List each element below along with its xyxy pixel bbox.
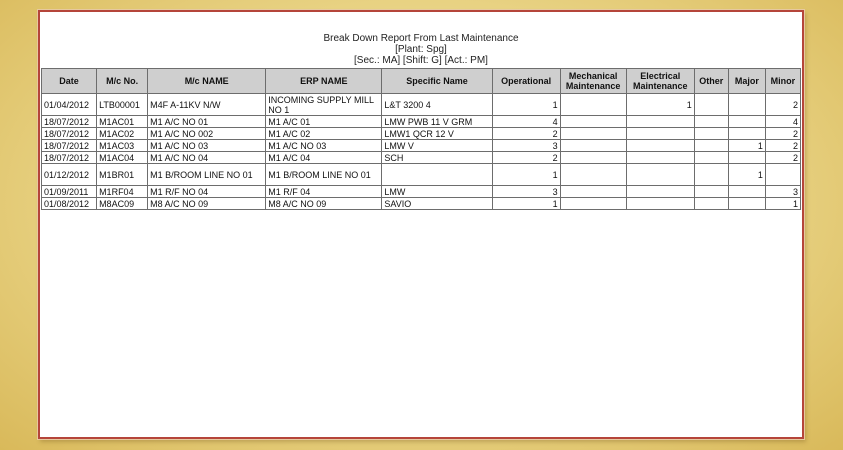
cell-operational: 3 — [492, 140, 560, 152]
cell-date: 18/07/2012 — [42, 140, 97, 152]
cell-mechanical — [560, 128, 626, 140]
cell-date: 18/07/2012 — [42, 152, 97, 164]
cell-major — [728, 198, 765, 210]
cell-erp-name: M1 A/C 01 — [266, 116, 382, 128]
table-row — [42, 164, 801, 186]
cell-operational: 1 — [492, 164, 560, 186]
cell-erp-name: INCOMING SUPPLY MILL NO 1 — [266, 94, 382, 116]
cell-mechanical — [560, 164, 626, 186]
cell-mc-name: M1 A/C NO 002 — [148, 128, 266, 140]
cell-electrical — [626, 164, 694, 186]
report-frame — [38, 10, 804, 439]
table-row — [42, 128, 801, 140]
cell-electrical — [626, 140, 694, 152]
cell-electrical — [626, 198, 694, 210]
cell-mc-no: M1BR01 — [97, 164, 148, 186]
cell-major: 1 — [728, 164, 765, 186]
cell-mc-no: M1RF04 — [97, 186, 148, 198]
breakdown-table — [41, 68, 801, 210]
cell-erp-name: M1 A/C 02 — [266, 128, 382, 140]
column-header-mechanical[interactable]: Mechanical Maintenance — [560, 69, 626, 94]
cell-operational: 3 — [492, 186, 560, 198]
cell-mc-name: M1 B/ROOM LINE NO 01 — [148, 164, 266, 186]
table-row — [42, 140, 801, 152]
cell-specific-name: LMW V — [382, 140, 492, 152]
cell-major — [728, 116, 765, 128]
cell-minor: 1 — [765, 198, 800, 210]
cell-mc-name: M4F A-11KV N/W — [148, 94, 266, 116]
cell-specific-name: LMW — [382, 186, 492, 198]
table-header-row — [42, 69, 801, 94]
cell-specific-name: SAVIO — [382, 198, 492, 210]
report-header — [40, 33, 802, 66]
cell-major — [728, 152, 765, 164]
column-header-mc-no[interactable]: M/c No. — [97, 69, 148, 94]
cell-other — [694, 140, 728, 152]
column-header-minor[interactable]: Minor — [765, 69, 800, 94]
cell-mechanical — [560, 140, 626, 152]
column-header-electrical[interactable]: Electrical Maintenance — [626, 69, 694, 94]
cell-minor: 2 — [765, 152, 800, 164]
cell-date: 01/08/2012 — [42, 198, 97, 210]
column-header-date[interactable]: Date — [42, 69, 97, 94]
cell-mc-name: M8 A/C NO 09 — [148, 198, 266, 210]
column-header-operational[interactable]: Operational — [492, 69, 560, 94]
report-filters: [Sec.: MA] [Shift: G] [Act.: PM] — [354, 55, 488, 66]
table-row — [42, 152, 801, 164]
cell-mc-name: M1 A/C NO 03 — [148, 140, 266, 152]
cell-mechanical — [560, 186, 626, 198]
cell-other — [694, 198, 728, 210]
cell-electrical — [626, 152, 694, 164]
cell-minor: 2 — [765, 94, 800, 116]
cell-mc-no: LTB00001 — [97, 94, 148, 116]
cell-mechanical — [560, 116, 626, 128]
cell-minor: 2 — [765, 140, 800, 152]
cell-erp-name: M1 A/C NO 03 — [266, 140, 382, 152]
cell-specific-name: SCH — [382, 152, 492, 164]
cell-date: 18/07/2012 — [42, 116, 97, 128]
table-row — [42, 198, 801, 210]
cell-mc-name: M1 A/C NO 04 — [148, 152, 266, 164]
table-row — [42, 94, 801, 116]
cell-date: 18/07/2012 — [42, 128, 97, 140]
cell-mc-no: M1AC04 — [97, 152, 148, 164]
cell-mechanical — [560, 198, 626, 210]
column-header-major[interactable]: Major — [728, 69, 765, 94]
cell-specific-name: LMW1 QCR 12 V — [382, 128, 492, 140]
table-row — [42, 116, 801, 128]
cell-minor: 2 — [765, 128, 800, 140]
cell-specific-name — [382, 164, 492, 186]
cell-mechanical — [560, 94, 626, 116]
cell-electrical — [626, 186, 694, 198]
cell-erp-name: M1 B/ROOM LINE NO 01 — [266, 164, 382, 186]
cell-mc-no: M8AC09 — [97, 198, 148, 210]
cell-mc-no: M1AC03 — [97, 140, 148, 152]
cell-electrical — [626, 116, 694, 128]
cell-minor: 4 — [765, 116, 800, 128]
cell-electrical: 1 — [626, 94, 694, 116]
cell-operational: 2 — [492, 128, 560, 140]
cell-other — [694, 128, 728, 140]
cell-erp-name: M1 R/F 04 — [266, 186, 382, 198]
cell-mechanical — [560, 152, 626, 164]
cell-minor — [765, 164, 800, 186]
cell-operational: 2 — [492, 152, 560, 164]
cell-date: 01/09/2011 — [42, 186, 97, 198]
cell-other — [694, 152, 728, 164]
cell-mc-no: M1AC02 — [97, 128, 148, 140]
column-header-erp-name[interactable]: ERP NAME — [266, 69, 382, 94]
cell-operational: 4 — [492, 116, 560, 128]
cell-other — [694, 164, 728, 186]
cell-date: 01/12/2012 — [42, 164, 97, 186]
cell-other — [694, 94, 728, 116]
cell-operational: 1 — [492, 94, 560, 116]
cell-mc-no: M1AC01 — [97, 116, 148, 128]
cell-electrical — [626, 128, 694, 140]
cell-minor: 3 — [765, 186, 800, 198]
cell-other — [694, 186, 728, 198]
report-title: Break Down Report From Last Maintenance — [323, 33, 519, 44]
cell-mc-name: M1 R/F NO 04 — [148, 186, 266, 198]
cell-major — [728, 94, 765, 116]
report-plant: [Plant: Spg] — [395, 44, 447, 55]
cell-mc-name: M1 A/C NO 01 — [148, 116, 266, 128]
cell-operational: 1 — [492, 198, 560, 210]
column-header-other[interactable]: Other — [694, 69, 728, 94]
column-header-mc-name[interactable]: M/c NAME — [148, 69, 266, 94]
column-header-specific-name[interactable]: Specific Name — [382, 69, 492, 94]
cell-erp-name: M1 A/C 04 — [266, 152, 382, 164]
cell-other — [694, 116, 728, 128]
cell-major — [728, 186, 765, 198]
cell-major — [728, 128, 765, 140]
cell-date: 01/04/2012 — [42, 94, 97, 116]
cell-major: 1 — [728, 140, 765, 152]
cell-erp-name: M8 A/C NO 09 — [266, 198, 382, 210]
cell-specific-name: L&T 3200 4 — [382, 94, 492, 116]
table-row — [42, 186, 801, 198]
cell-specific-name: LMW PWB 11 V GRM — [382, 116, 492, 128]
